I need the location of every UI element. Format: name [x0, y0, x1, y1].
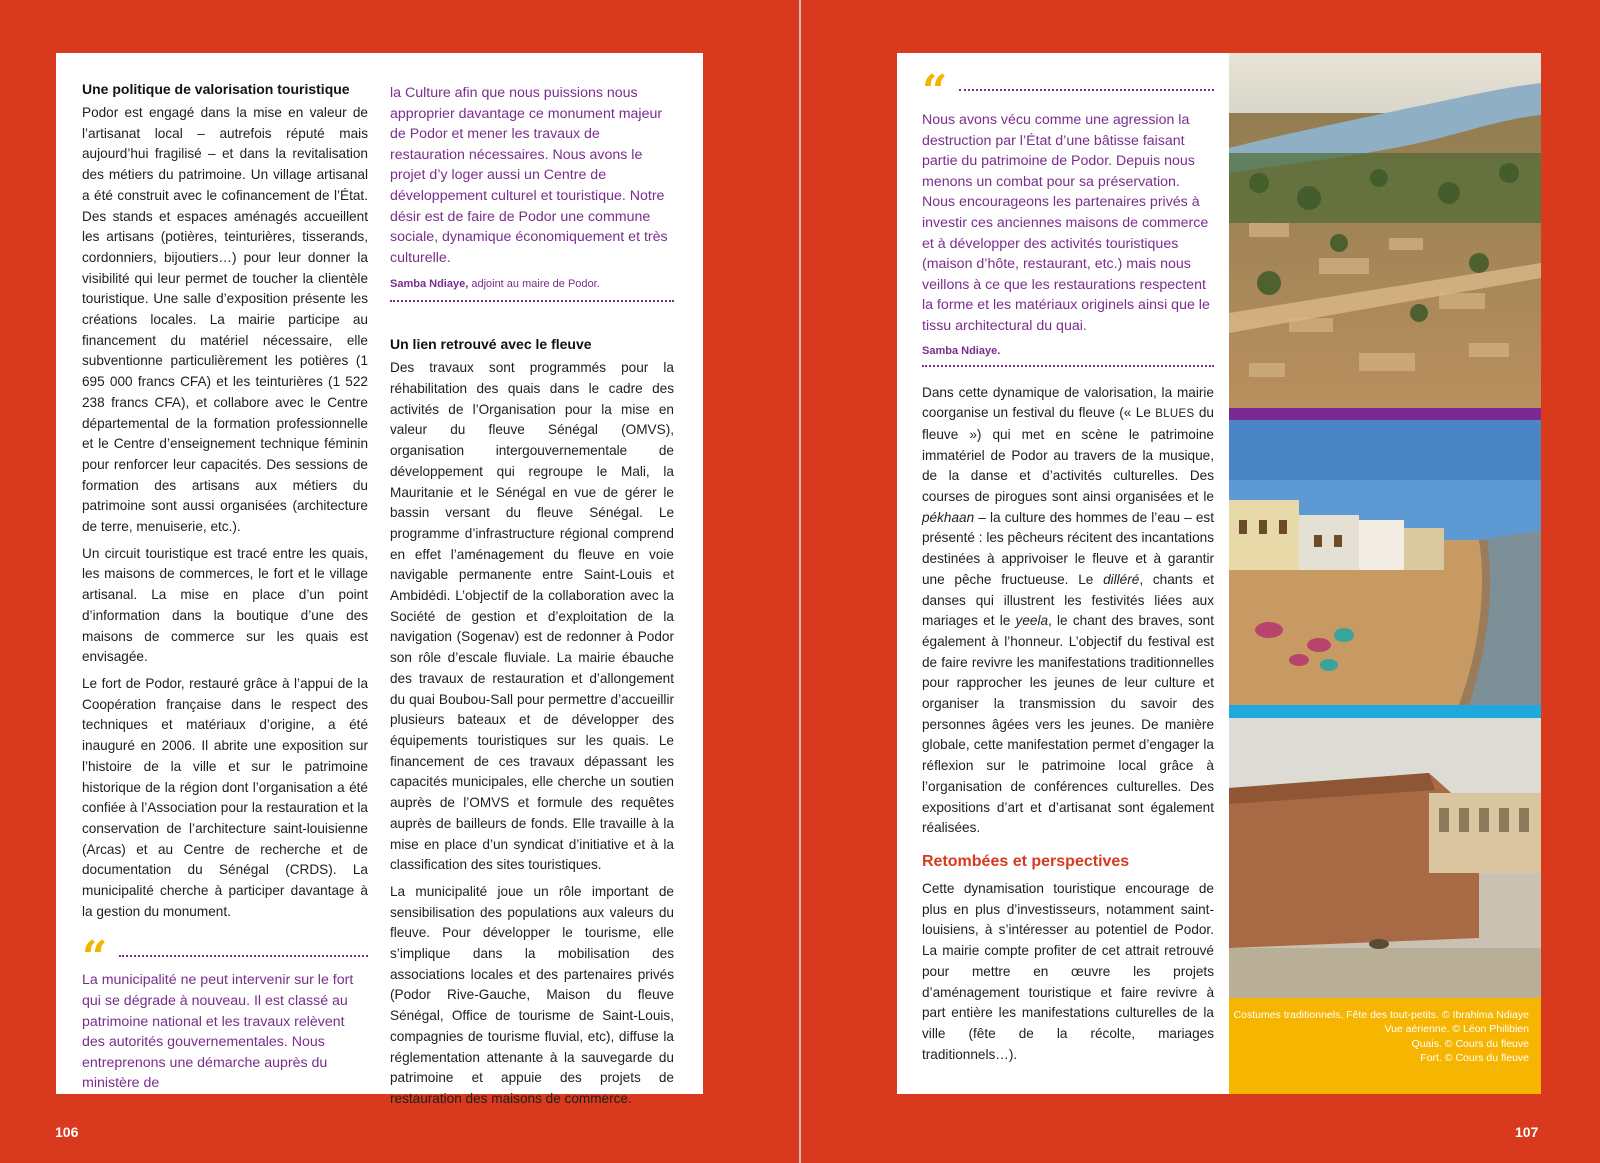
spine-gutter	[799, 0, 801, 1163]
photo-credits-box	[1229, 998, 1541, 1094]
section-heading-retombees: Retombées et perspectives	[922, 853, 1130, 870]
paragraph: Des travaux sont programmés pour la réhabilitation des quais dans le cadre des activités de l’Organisation pour la mise en valeur du fleuve Sénégal (OMVS), organisation intergouvernementale de développement qui regroupe le Mali, la Mauritanie et le Sénégal en vue de gérer le bassin versant du fleuve Sénégal. Le programme d’infrastructure régional comprend en effet l’aménagement du fleuve en voie navigable permanente entre Saint-Louis et Ambidédi. L’objectif de la collaboration avec la Société de gestion et d’exploitation de la navigation (Sogenav) est de redonner à Podor son rôle d’escale fluviale. La mairie ébauche des travaux de restauration et d’allongement du quai Boubou-Sall pour permettre d’accueillir plusieurs bateaux et de développer des équipements touristiques sur les quais. Le financement de ces travaux dépassant les capacités municipales, elle cherche un soutien auprès de l’OMVS et formule des requêtes auprès de bailleurs de fonds. Elle travaille à la mise en place d’un syndicat d’initiative et à la classification des sites touristiques.	[390, 360, 674, 873]
right-page	[897, 53, 1541, 1094]
quote-mark-icon: “	[922, 70, 948, 104]
left-page	[56, 53, 703, 1106]
page-number-left: 106	[55, 1124, 79, 1140]
aerial-view-photo	[1229, 53, 1541, 408]
page-number-right: 107	[1515, 1124, 1539, 1140]
paragraph-festival: Dans cette dynamique de valorisation, la mairie coorganise un festival du fleuve (« Le BLUES du fleuve ») qui met en scène le patrimoine immatériel de Podor au travers de la musique, de la danse et d’activités culturelles. Des courses de pirogues sont ainsi organisées et le pékhaan – la culture des hommes de l’eau – est présenté : les pêcheurs récitent des incantations destinées à apprivoiser le fleuve et à garantir une pêche fructueuse. Le dilléré, chants et danses qui illustrent les festivités liées aux mariages et le yeela, le chant des braves, sont également à l’honneur. L’objectif du festival est de faire revivre les manifestations traditionnelles pour rapprocher les jeunes de leur culture et organiser la transmission du savoir des personnes âgées vers les jeunes. De manière globale, cette manifestation permet d’engager la réflexion sur le patrimoine local grâce à l’organisation de conférences culturelles. Des expositions d’art et d’artisanat sont également réalisées.	[922, 384, 1215, 836]
credit-line: Vue aérienne. © Léon Philibien	[1384, 1023, 1529, 1036]
color-strip-purple	[1229, 408, 1541, 420]
pull-quote-end: la Culture afin que nous puissions nous approprier davantage ce monument majeur de Podor et mener les travaux de restauration nécessaires. Nous avons le projet d’y loger aussi un Centre de développement culturel et touristique. Notre désir est de faire de Podor une commune sociale, dynamique économiquement et très culturelle.	[390, 85, 668, 266]
quote-attribution	[390, 278, 674, 290]
right-text-column	[922, 70, 1214, 1065]
paragraph-retombees: Cette dynamisation touristique encourage de plus en plus d’investisseurs, notamment saint-louisiens, à s’intéresser au potentiel de Podor. La mairie compte profiter de cet attrait retrouvé pour mettre en œuvre les projets d’aménagement touristique et faire revivre à part entière les manifestations culturelles de la ville (fête de la récolte, mariages traditionnels…).	[922, 881, 1214, 1062]
pull-quote: Nous avons vécu comme une agression la destruction par l’État d’une bâtisse faisant partie du patrimoine de Podor. Depuis nous menons un combat pour sa préservation. Nous encourageons les partenaires privés à investir ces anciennes maisons de commerce et à développer des activités touristiques (maison d’hôte, restaurant, etc.) mais nous veillons à ce que les restaurations respectent la forme et les matériaux originels ainsi que le tissu architectural du quai.	[922, 112, 1210, 334]
photo-credits	[1234, 1008, 1529, 1066]
credit-line: Fort. © Cours du fleuve	[1420, 1052, 1529, 1065]
left-column-2	[390, 83, 674, 1110]
quote-attribution	[922, 345, 1214, 357]
fort-photo	[1229, 718, 1541, 998]
section-heading-valorisation: Une politique de valorisation touristique	[82, 81, 350, 97]
credit-line: Costumes traditionnels, Fête des tout-petits. © Ibrahima Ndiaye	[1233, 1009, 1529, 1021]
attribution-name: Samba Ndiaye,	[390, 278, 469, 291]
credit-line: Quais. © Cours du fleuve	[1411, 1037, 1529, 1050]
quote-header	[82, 936, 368, 970]
quay-photo	[1229, 420, 1541, 705]
pull-quote-start: La municipalité ne peut intervenir sur le fort qui se dégrade à nouveau. Il est classé au patrimoine national et les travaux relèvent des autorités gouvernementales. Nous entreprenons une démarche auprès du ministère de	[82, 972, 354, 1092]
color-strip-cyan	[1229, 705, 1541, 718]
attribution-role: adjoint au maire de Podor.	[471, 278, 600, 291]
section-heading-fleuve: Un lien retrouvé avec le fleuve	[390, 336, 592, 353]
left-column-1	[82, 81, 368, 1094]
paragraph: La municipalité joue un rôle important de sensibilisation des populations aux valeurs du fleuve. Pour développer le tourisme, elle s’implique dans la mobilisation des associations locales et des partenaires privés (Podor Rive-Gauche, Maison du fleuve Sénégal, Office de tourisme de Saint-Louis, compagnies de tourisme fluvial, etc), diffuse la réglementation attenante à la sauvegarde du patrimoine et appuie des projets de restauration des maisons de commerce.	[390, 883, 674, 1106]
paragraph: Podor est engagé dans la mise en valeur de l’artisanat local – autrefois réputé mais aujourd’hui fragilisé – et dans la revitalisation des métiers du patrimoine. Un village artisanal a été construit avec le cofinancement de l’État. Des stands et espaces aménagés accueillent les artisans (potières, teinturières, tisserands, cordonniers, bijoutiers…) pour leur donner la visibilité qui leur permet de toucher la clientèle touristique. Une salle d’exposition présente les créations locales. La mairie participe au financement du matériel nécessaire, elle subventionne particulièrement les potières (1 695 000 francs CFA) et les teinturières (1 522 238 francs CFA), et collabore avec le Centre départemental de la formation professionnelle et le Centre d’enseignement technique féminin pour renforcer leur capacités. Des sessions de formation des artisans aux métiers du patrimoine sont aussi organisées (architecture de terre, menuiserie, etc.).	[82, 105, 368, 535]
paragraph: Le fort de Podor, restauré grâce à l’appui de la Coopération française dans le respect des techniques et matériaux d’origine, a été inauguré en 2006. Il abrite une exposition sur l’histoire de la ville et sur le patrimoine historique de la région dont l’organisation a été confiée à l’Association pour la restauration et la conservation de l’architecture saint-louisienne (Arcas) et au Centre de recherche et de documentation du Sénégal (CRDS). La municipalité cherche à participer davantage à la gestion du monument.	[82, 675, 368, 919]
attribution-name: Samba Ndiaye.	[922, 344, 1001, 357]
paragraph: Un circuit touristique est tracé entre les quais, les maisons de commerces, le fort et le village artisanal. La mise en place d’un point d’information dans la boutique d’une des maisons de commerce sur les quais est envisagée.	[82, 545, 368, 665]
quote-mark-icon: “	[82, 936, 108, 971]
dotted-rule	[119, 955, 368, 957]
quote-header	[922, 70, 1214, 104]
dotted-rule	[959, 89, 1214, 91]
